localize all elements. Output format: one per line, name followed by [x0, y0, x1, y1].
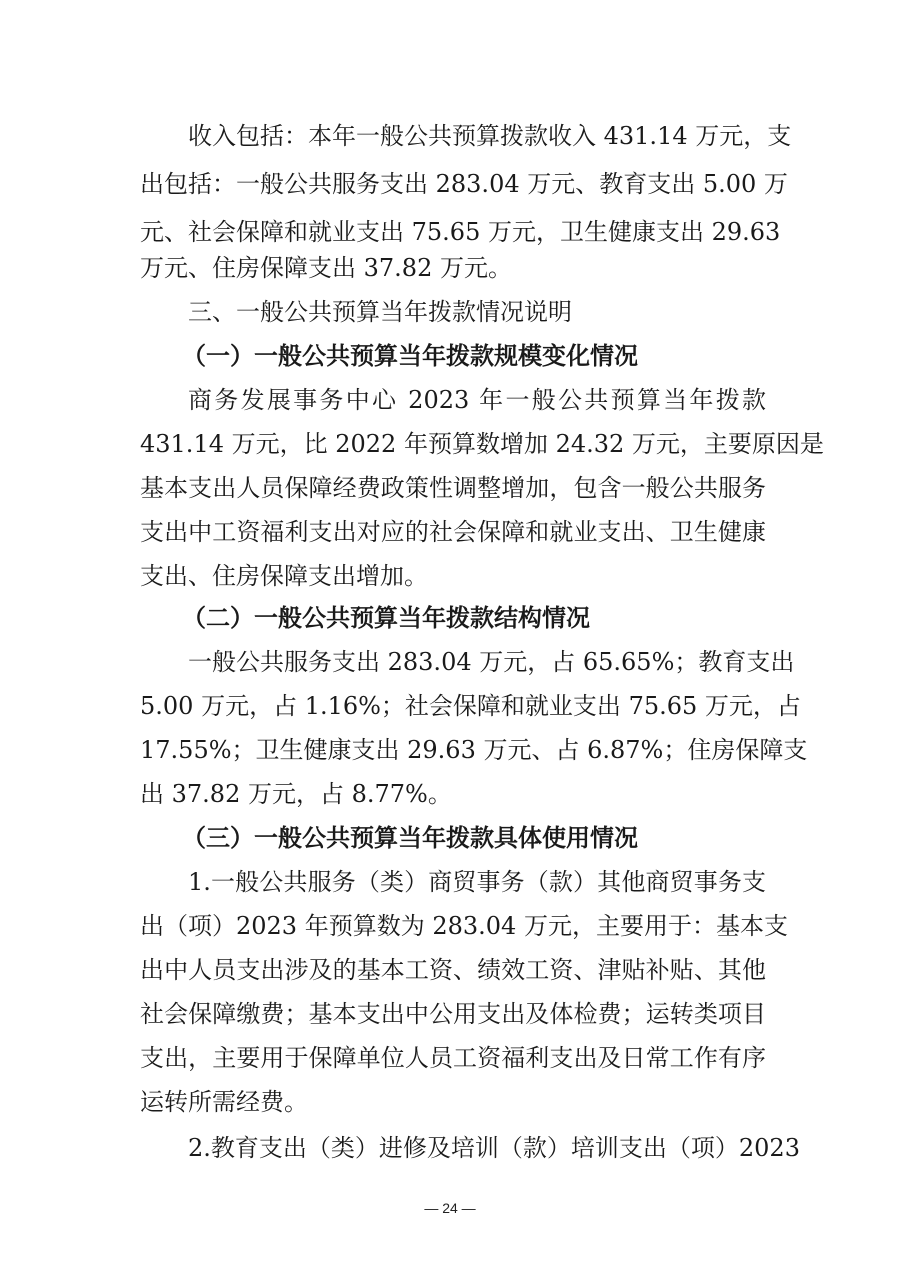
paragraph-line: 出 37.82 万元，占 8.77%。: [140, 780, 452, 808]
subsection-title: （一）一般公共预算当年拨款规模变化情况: [182, 341, 638, 370]
subsection-title: （三）一般公共预算当年拨款具体使用情况: [182, 823, 638, 852]
paragraph-line: 2.教育支出（类）进修及培训（款）培训支出（项）2023: [188, 1134, 800, 1162]
paragraph-line: 5.00 万元，占 1.16%；社会保障和就业支出 75.65 万元，占: [140, 692, 801, 720]
paragraph-line: 社会保障缴费；基本支出中公用支出及体检费；运转类项目: [140, 1000, 766, 1028]
paragraph-line: 支出，主要用于保障单位人员工资福利支出及日常工作有序: [140, 1044, 766, 1072]
paragraph-line: 出中人员支出涉及的基本工资、绩效工资、津贴补贴、其他: [140, 956, 766, 984]
paragraph-line: 万元、住房保障支出 37.82 万元。: [140, 254, 512, 282]
page-number: — 24 —: [424, 1200, 476, 1216]
section-title: 三、一般公共预算当年拨款情况说明: [188, 298, 572, 326]
paragraph-line: 1.一般公共服务（类）商贸事务（款）其他商贸事务支: [188, 868, 766, 896]
paragraph-line: 商务发展事务中心 2023 年一般公共预算当年拨款: [188, 386, 766, 414]
paragraph-line: 收入包括：本年一般公共预算拨款收入 431.14 万元，支: [188, 122, 792, 150]
paragraph-line: 出包括：一般公共服务支出 283.04 万元、教育支出 5.00 万: [140, 170, 788, 198]
paragraph-line: 运转所需经费。: [140, 1088, 308, 1116]
paragraph-line: 支出中工资福利支出对应的社会保障和就业支出、卫生健康: [140, 518, 766, 546]
subsection-title: （二）一般公共预算当年拨款结构情况: [182, 603, 590, 632]
paragraph-line: 出（项）2023 年预算数为 283.04 万元，主要用于：基本支: [140, 912, 788, 940]
paragraph-line: 元、社会保障和就业支出 75.65 万元，卫生健康支出 29.63: [140, 218, 781, 246]
paragraph-line: 基本支出人员保障经费政策性调整增加，包含一般公共服务: [140, 474, 766, 502]
paragraph-line: 支出、住房保障支出增加。: [140, 562, 428, 590]
paragraph-line: 17.55%；卫生健康支出 29.63 万元、占 6.87%；住房保障支: [140, 736, 808, 764]
paragraph-line: 一般公共服务支出 283.04 万元，占 65.65%；教育支出: [188, 648, 795, 676]
paragraph-line: 431.14 万元，比 2022 年预算数增加 24.32 万元，主要原因是: [140, 430, 824, 458]
